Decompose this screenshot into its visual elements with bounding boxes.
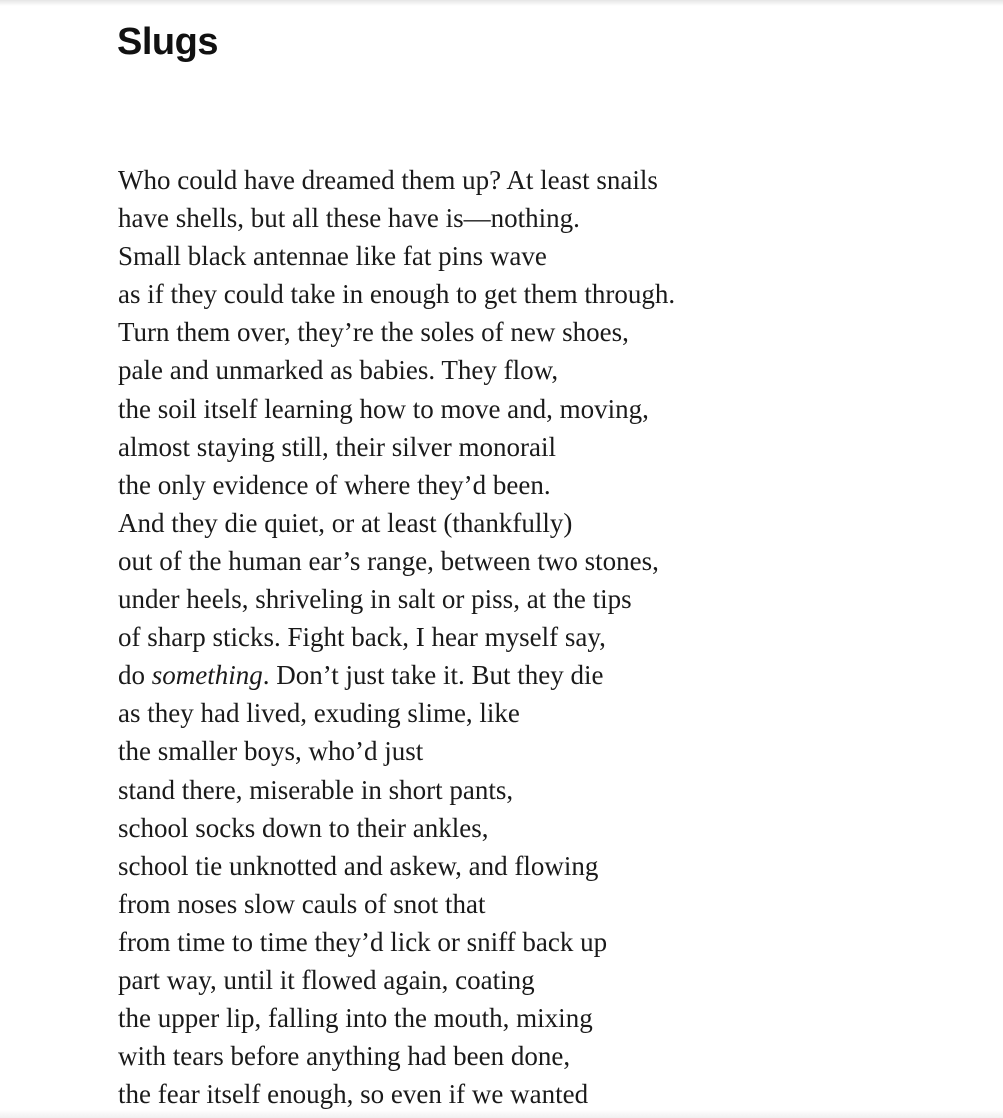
poem-line: Turn them over, they’re the soles of new shoes, <box>118 317 629 348</box>
poem-line-end: . Don’t just take it. But they die <box>262 660 604 691</box>
poem-line: Who could have dreamed them up? At least snails <box>118 165 658 195</box>
poem-line: almost staying still, their silver monorail <box>118 431 556 462</box>
top-edge-shadow <box>0 0 1003 6</box>
poem-line: part way, until it flowed again, coating <box>118 964 535 995</box>
emphasized-word: something <box>151 660 263 691</box>
poem-line: school tie unknotted and askew, and flowing <box>118 850 599 881</box>
poem-body <box>118 161 675 1113</box>
poem-line: from time to time they’d lick or sniff back up <box>118 926 608 957</box>
poem-line: And they die quiet, or at least (thankfully) <box>118 507 573 538</box>
poem-line: stand there, miserable in short pants, <box>118 774 514 805</box>
poem-line: pale and unmarked as babies. They flow, <box>118 355 559 386</box>
poem-line: Small black antennae like fat pins wave <box>118 241 547 272</box>
poem-line: as they had lived, exuding slime, like <box>118 698 520 729</box>
poem-line: have shells, but all these have is—nothing. <box>118 203 580 234</box>
poem-line: the smaller boys, who’d just <box>118 736 424 767</box>
poem-title: Slugs <box>117 21 218 63</box>
poem-line: school socks down to their ankles, <box>118 812 489 843</box>
bottom-edge-shadow <box>0 1110 1003 1118</box>
poem-line-start: do <box>118 660 152 691</box>
poem-line: the only evidence of where they’d been. <box>118 469 551 500</box>
poem-line: of sharp sticks. Fight back, I hear myself say, <box>118 622 606 653</box>
poem-line: out of the human ear’s range, between two stones, <box>118 545 659 576</box>
poem-line: from noses slow cauls of snot that <box>118 888 486 919</box>
poem-line: the soil itself learning how to move and, moving, <box>118 393 649 424</box>
poem-line: as if they could take in enough to get them through. <box>118 279 676 310</box>
poem-line: the fear itself enough, so even if we wanted <box>118 1079 589 1110</box>
poem-line-with-emphasis <box>118 656 675 694</box>
poem-line: the upper lip, falling into the mouth, mixing <box>118 1003 593 1034</box>
poem-line: under heels, shriveling in salt or piss, at the tips <box>118 584 632 615</box>
poem-line: with tears before anything had been done, <box>118 1041 571 1072</box>
